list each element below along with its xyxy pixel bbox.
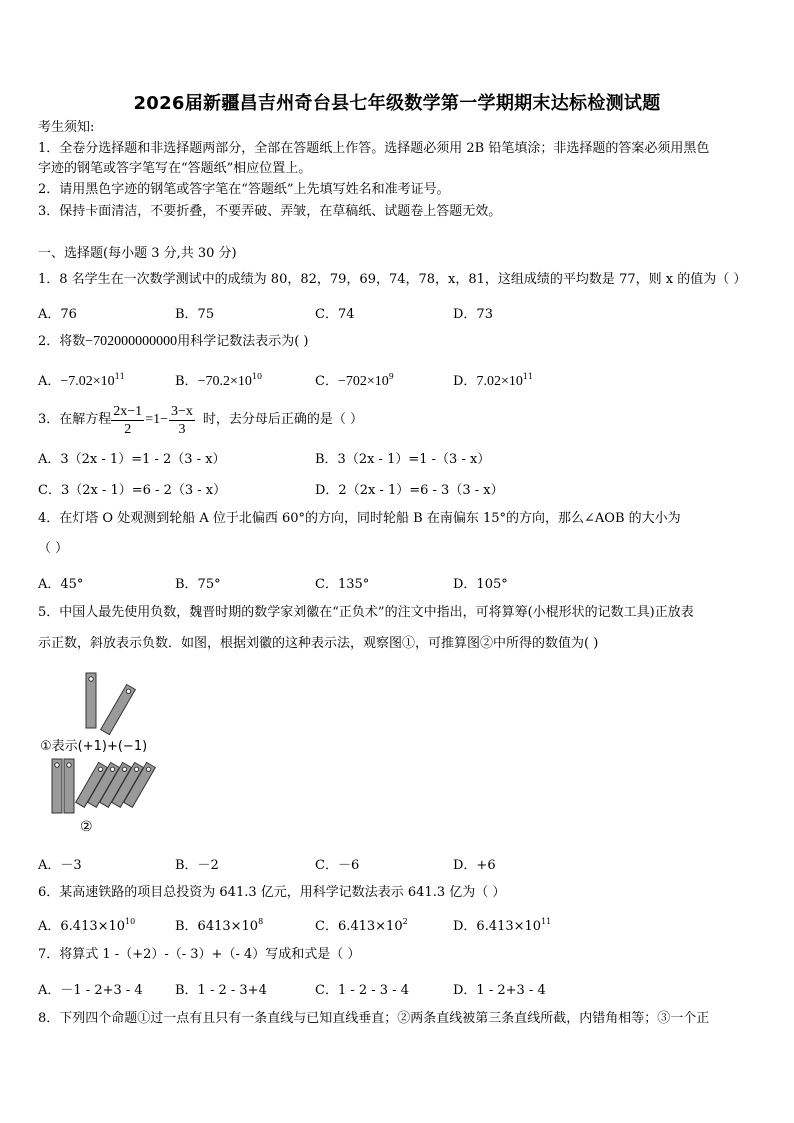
q6-d-value: D．6.413×10: [453, 919, 542, 934]
q2-d-exp: 11: [522, 372, 534, 381]
notice-line-1: 1．全卷分选择题和非选择题两部分，全部在答题纸上作答。选择题必须用 2B 铅笔填涂；非选择题的答案必须用黑色: [38, 141, 710, 156]
q3-stem-suffix: 时，去分母后正确的是（ ）: [202, 412, 364, 427]
q5-option-c[interactable]: C．－6: [315, 858, 360, 873]
q1-option-a[interactable]: A．76: [38, 307, 77, 322]
q5-option-a[interactable]: A．－3: [38, 858, 82, 873]
q6-option-a[interactable]: [38, 915, 135, 934]
q2-c-exp: 9: [388, 372, 394, 381]
notice-line-4: 3．保持卡面清洁，不要折叠，不要弄破、弄皱，在草稿纸、试题卷上答题无效。: [38, 204, 502, 219]
notice-line-3: 2．请用黑色字迹的钢笔或答字笔在“答题纸”上先填写姓名和准考证号。: [38, 182, 450, 197]
q4-option-d[interactable]: D．105°: [453, 577, 508, 592]
q3-stem-prefix: 3．在解方程: [38, 412, 112, 427]
q3-frac1-den: 2: [124, 421, 132, 437]
q2-option-b[interactable]: [175, 370, 262, 390]
q2-d-label: D．: [453, 374, 477, 389]
q4-paren: （ ）: [38, 541, 69, 556]
q6-a-value: A．6.413×10: [38, 919, 126, 934]
q3-frac2-den: 3: [178, 421, 186, 437]
q2-number: −702000000000: [85, 334, 178, 349]
q7-option-c[interactable]: C．1 - 2 - 3 - 4: [315, 983, 410, 998]
q1-option-b[interactable]: B．75: [175, 307, 215, 322]
q7-option-d[interactable]: D．1 - 2+3 - 4: [453, 983, 546, 998]
q3-fraction-1: [111, 403, 144, 438]
q1-option-c[interactable]: C．74: [315, 307, 355, 322]
notice-heading: 考生须知:: [38, 120, 95, 135]
q3-option-d[interactable]: D．2（2x - 1）=6 - 3（3 - x）: [315, 483, 504, 498]
q6-b-exp: 8: [258, 917, 264, 926]
q2-a-value: −7.02×10: [60, 374, 115, 389]
q3-frac2-num: 3−x: [170, 403, 193, 419]
q2-b-exp: 10: [251, 372, 263, 381]
q4-option-b[interactable]: B．75°: [175, 577, 221, 592]
q2-stem-prefix: 2．将数: [38, 334, 86, 349]
q5-option-b[interactable]: B．－2: [175, 858, 219, 873]
q6-option-c[interactable]: [315, 915, 408, 934]
q2-stem-suffix: 用科学记数法表示为( ): [177, 334, 309, 349]
q2-d-value: 7.02×10: [476, 374, 523, 389]
q3-fraction-2: [169, 403, 195, 438]
q4-stem: 4．在灯塔 O 处观测到轮船 A 位于北偏西 60°的方向，同时轮船 B 在南偏东 15°的方向，那么∠AOB 的大小为: [38, 511, 681, 526]
q5-line-1: 5．中国人最先使用负数，魏晋时期的数学家刘徽在“正负术”的注文中指出，可将算筹(小棍形状的记数工具)正放表: [38, 605, 694, 620]
q2-a-label: A．: [38, 374, 61, 389]
q8-stem: 8．下列四个命题①过一点有且只有一条直线与已知直线垂直；②两条直线被第三条直线所截，内错角相等；③一个正: [38, 1011, 710, 1026]
q3-frac1-num: 2x−1: [113, 403, 143, 419]
q2-c-label: C．: [315, 374, 338, 389]
q6-a-exp: 10: [125, 917, 136, 926]
q1-stem: 1．8 名学生在一次数学测试中的成绩为 80，82，79，69，74，78，x，81，这组成绩的平均数是 77，则 x 的值为（ ）: [38, 272, 747, 287]
page-title: 2026届新疆昌吉州奇台县七年级数学第一学期期末达标检测试题: [133, 93, 661, 114]
q2-option-c[interactable]: [315, 370, 394, 390]
q5-figure-2-label: ②: [80, 819, 93, 835]
q6-option-d[interactable]: [453, 915, 551, 934]
q2-option-a[interactable]: [38, 370, 125, 390]
q7-stem: 7．将算式 1 -（+2）-（- 3）+（- 4）写成和式是（ ）: [38, 947, 361, 962]
q6-c-exp: 2: [402, 917, 408, 926]
q6-d-exp: 11: [541, 917, 552, 926]
q2-a-exp: 11: [114, 372, 125, 381]
q3-option-c[interactable]: C．3（2x - 1）=6 - 2（3 - x）: [38, 483, 227, 498]
q3-stem: [38, 399, 363, 441]
section-heading: 一、选择题(每小题 3 分,共 30 分): [38, 246, 237, 261]
q4-option-c[interactable]: C．135°: [315, 577, 370, 592]
q1-option-d[interactable]: D．73: [453, 307, 493, 322]
q2-b-label: B．: [175, 374, 198, 389]
q5-line-2: 示正数，斜放表示负数．如图，根据刘徽的这种表示法，观察图①，可推算图②中所得的数值为( ): [38, 636, 599, 651]
q6-stem: 6．某高速铁路的项目总投资为 641.3 亿元，用科学记数法表示 641.3 亿为（ ）: [38, 885, 506, 900]
q2-stem: [38, 334, 308, 350]
q6-b-value: B．6413×10: [175, 919, 259, 934]
q2-option-d[interactable]: [453, 370, 533, 390]
q4-option-a[interactable]: A．45°: [38, 577, 84, 592]
q6-c-value: C．6.413×10: [315, 919, 403, 934]
q3-option-b[interactable]: B．3（2x - 1）=1 -（3 - x）: [315, 452, 491, 467]
q5-figure-1-label: ①表示(+1)+(−1): [40, 739, 148, 754]
q6-option-b[interactable]: [175, 915, 263, 934]
q2-b-value: −70.2×10: [197, 374, 252, 389]
q5-option-d[interactable]: D．+6: [453, 858, 496, 873]
q3-option-a[interactable]: A．3（2x - 1）=1 - 2（3 - x）: [38, 452, 226, 467]
q7-option-a[interactable]: A．－1 - 2+3 - 4: [38, 983, 143, 998]
q7-option-b[interactable]: B．1 - 2 - 3+4: [175, 983, 267, 998]
q3-mid: =1−: [145, 412, 168, 427]
notice-line-2: 字迹的钢笔或答字笔写在“答题纸”相应位置上。: [38, 161, 312, 176]
q2-c-value: −702×10: [337, 374, 389, 389]
